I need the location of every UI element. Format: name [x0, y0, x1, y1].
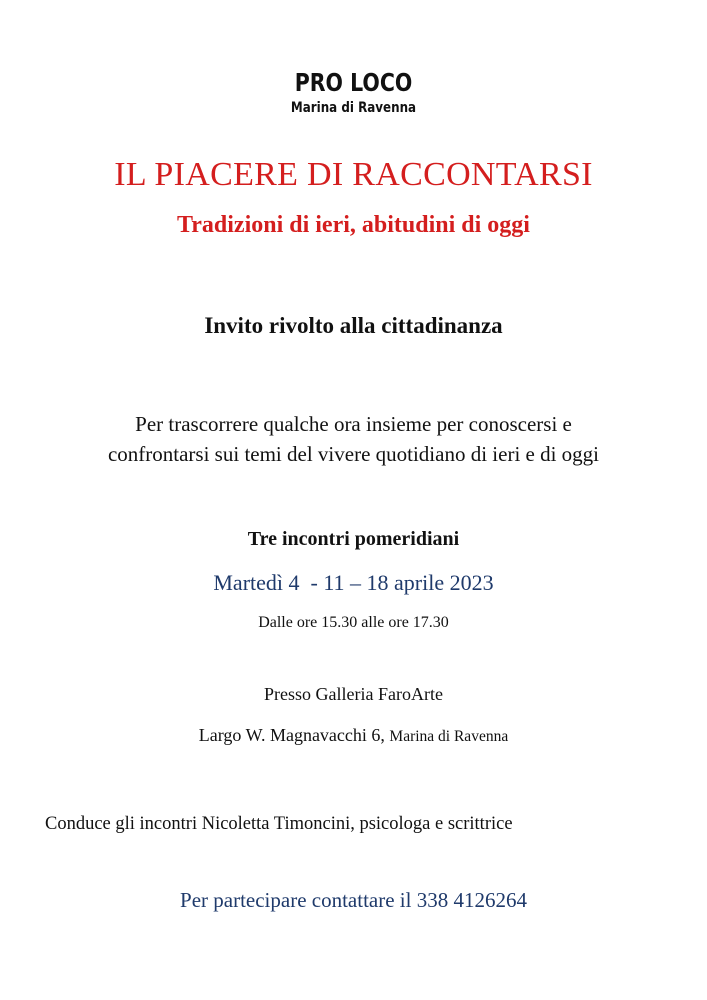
invite-heading: Invito rivolto alla cittadinanza: [204, 313, 503, 338]
venue-name: Presso Galleria FaroArte: [264, 684, 443, 704]
description-line-2: confrontarsi sui temi del vivere quotidiano di ieri e di oggi: [107, 442, 600, 466]
venue-town: Marina di Ravenna: [389, 728, 509, 745]
meeting-dates: Martedì 4 - 11 – 18 aprile 2023: [213, 570, 494, 595]
page-subtitle: Tradizioni di ieri, abitudini di oggi: [177, 212, 530, 238]
contact-info: Per partecipare contattare il 338 4126264: [180, 888, 527, 912]
meeting-hours: Dalle ore 15.30 alle ore 17.30: [258, 614, 449, 631]
logo-title: PRO LOCO: [294, 68, 413, 97]
page-title: IL PIACERE DI RACCONTARSI: [114, 156, 593, 193]
logo-subtitle: Marina di Ravenna: [290, 100, 417, 116]
description-line-1: Per trascorrere qualche ora insieme per conoscersi e: [135, 412, 572, 436]
meetings-heading: Tre incontri pomeridiani: [247, 528, 460, 550]
venue-address: [0, 725, 707, 746]
venue-street: Largo W. Magnavacchi 6,: [198, 725, 390, 745]
conductor-info: Conduce gli incontri Nicoletta Timoncini, psicologa e scrittrice: [45, 814, 513, 834]
